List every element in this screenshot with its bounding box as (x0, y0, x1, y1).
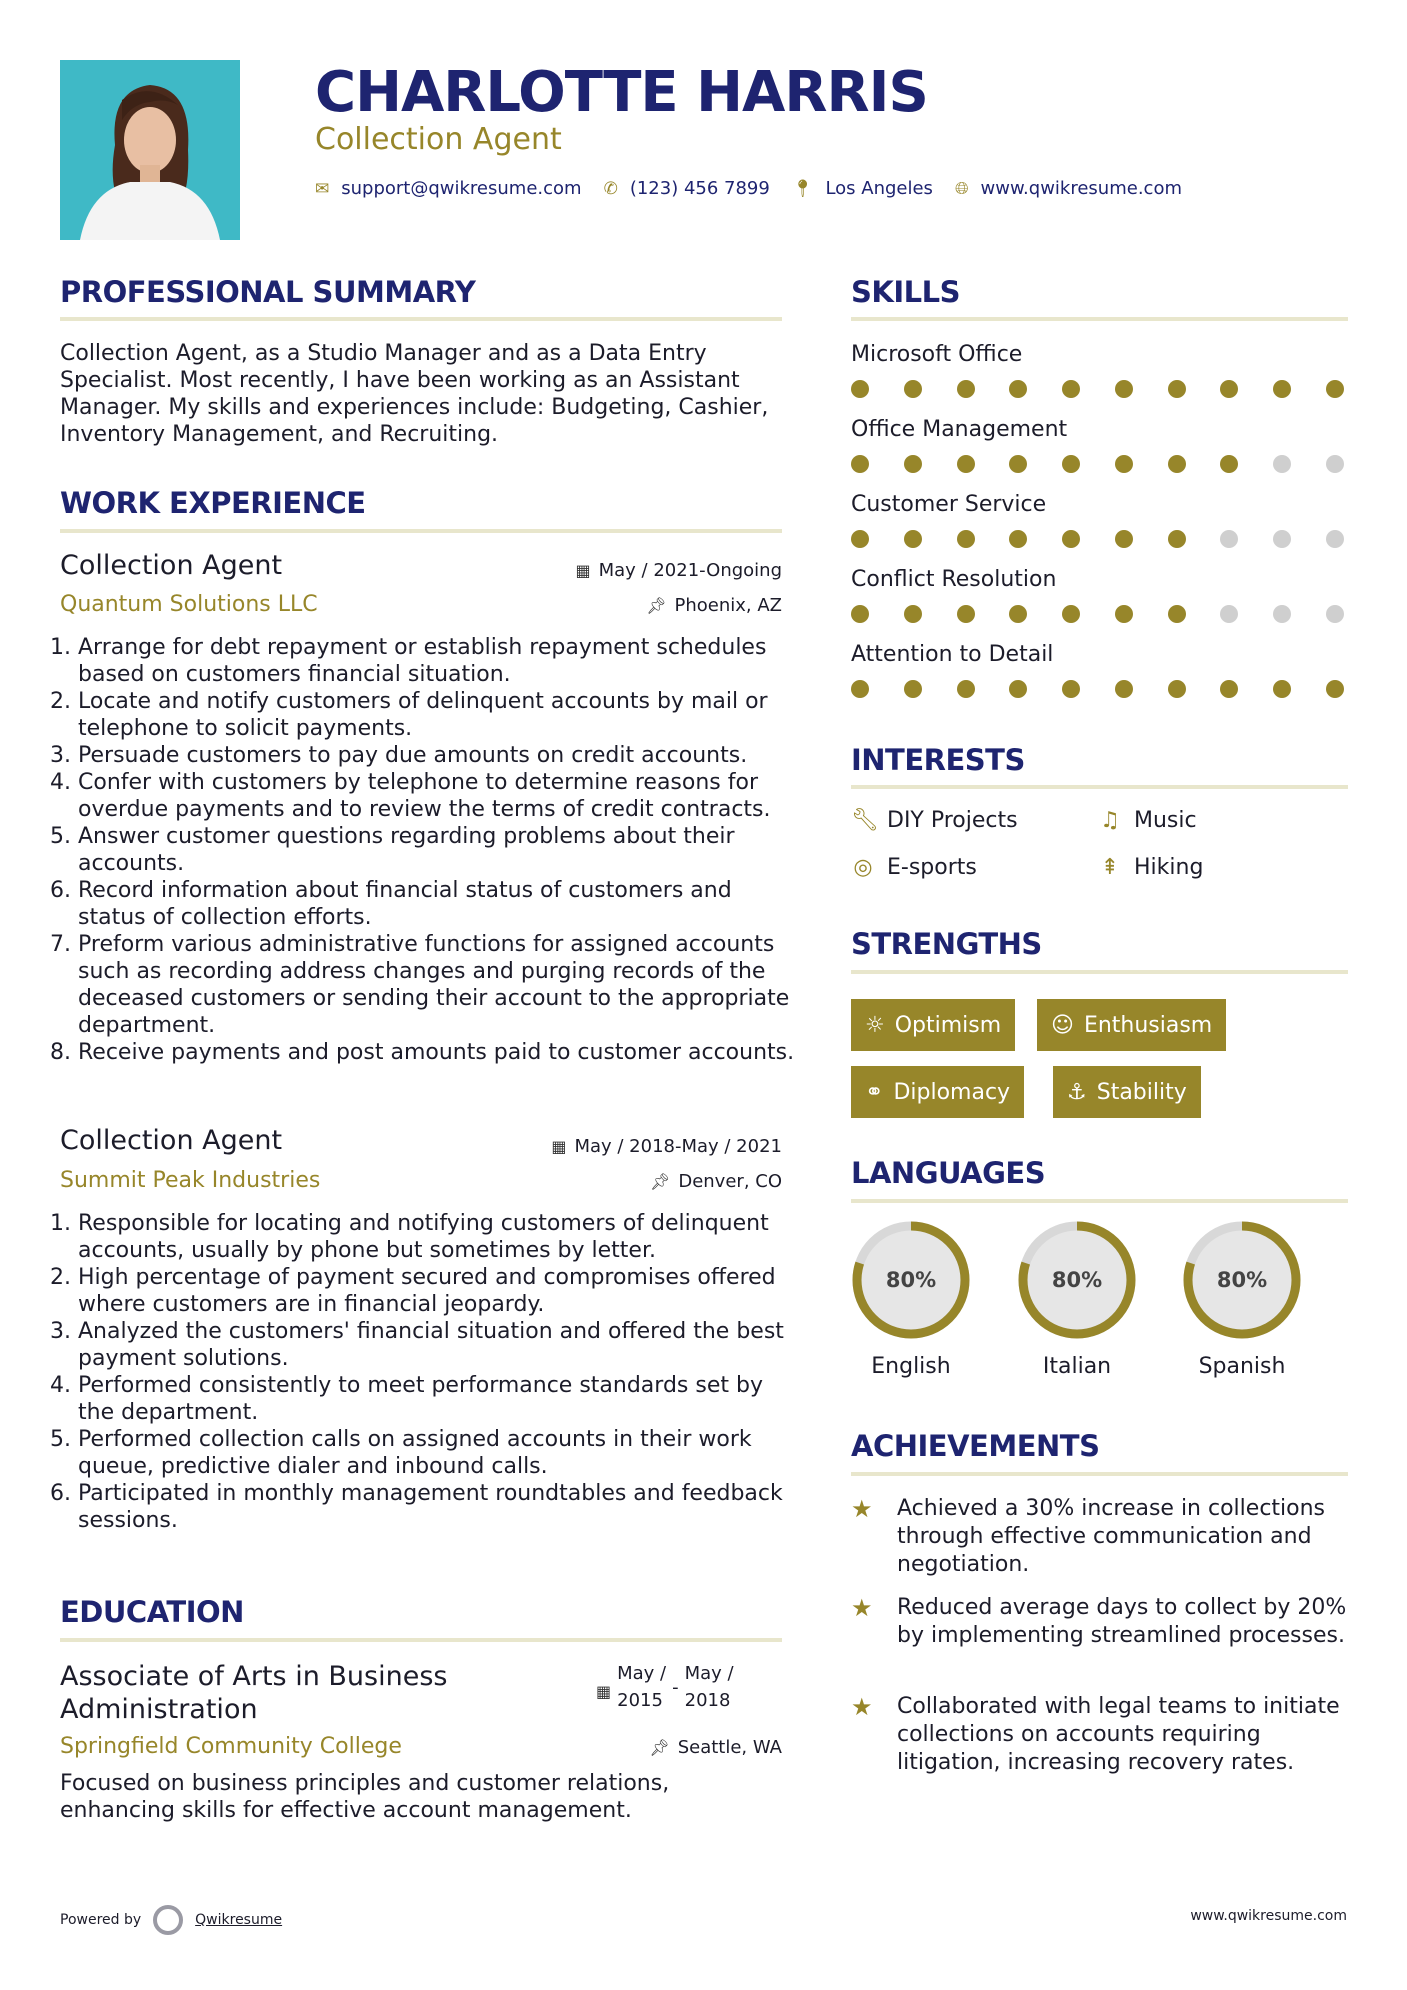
company-name: Summit Peak Industries (60, 1168, 321, 1193)
phone-text: (123) 456 7899 (629, 178, 770, 199)
skills-divider (851, 317, 1348, 321)
envelope-icon: ✉ (315, 178, 330, 199)
skill-name: Customer Service (851, 492, 1047, 517)
rating-dot-empty (1326, 455, 1344, 473)
interest-e-sports (851, 855, 977, 880)
company-name: Quantum Solutions LLC (60, 592, 318, 617)
interest-diy-projects (851, 808, 1018, 833)
education-start (617, 1660, 666, 1714)
date-separator: - (672, 1677, 679, 1698)
job-location (646, 595, 782, 616)
list-item: 1. Responsible for locating and notifying customers of delinquent accounts, usually by phone but sometimes by letter. (78, 1210, 800, 1264)
rating-dot-filled (1009, 455, 1027, 473)
skill-rating (851, 455, 1344, 473)
contact-phone[interactable] (604, 178, 770, 199)
rating-dot-filled (1062, 380, 1080, 398)
rating-dot-filled (1062, 605, 1080, 623)
language-item (1015, 1218, 1139, 1379)
strength-badge-diplomacy (851, 1066, 1024, 1118)
rating-dot-filled (957, 455, 975, 473)
end-year: 2018 (684, 1690, 731, 1711)
language-item (1180, 1218, 1304, 1379)
sun-icon: ☼ (865, 1012, 885, 1038)
education-divider (60, 1638, 782, 1642)
location-text: Los Angeles (825, 178, 933, 199)
shooting-star-icon: ★ (851, 1495, 873, 1523)
interest-label: E-sports (887, 855, 977, 880)
job-duties-list (60, 634, 800, 1066)
list-item: 5. Performed collection calls on assigned accounts in their work queue, predictive dialer and inbound calls. (78, 1426, 800, 1480)
list-item: 8. Receive payments and post amounts paid to customer accounts. (78, 1039, 800, 1066)
language-name: English (871, 1354, 951, 1379)
skills-heading: SKILLS (851, 275, 960, 309)
strength-label: Optimism (894, 1012, 1002, 1038)
list-item: 7. Preform various administrative functions for assigned accounts such as recording address changes and purging records of the deceased customers or sending their account to the appropriate department. (78, 931, 800, 1039)
rating-dot-filled (904, 680, 922, 698)
rating-dot-filled (957, 380, 975, 398)
strength-label: Diplomacy (893, 1079, 1011, 1105)
skill-rating (851, 680, 1344, 698)
achievement-text: Reduced average days to collect by 20% by implementing streamlined processes. (897, 1595, 1347, 1648)
qwikresume-logo-icon (153, 1905, 183, 1935)
pushpin-icon: 📌︎ (646, 596, 667, 615)
rating-dot-filled (1115, 455, 1133, 473)
rating-dot-filled (851, 455, 869, 473)
rating-dot-filled (1062, 455, 1080, 473)
strengths-heading: STRENGTHS (851, 927, 1042, 961)
rating-dot-empty (1273, 605, 1291, 623)
strength-badge-stability (1053, 1066, 1201, 1118)
rating-dot-filled (851, 680, 869, 698)
contact-location (792, 178, 933, 199)
interest-hiking (1098, 855, 1203, 880)
contact-email[interactable] (315, 178, 582, 199)
wrench-icon: 🔧︎ (851, 808, 879, 833)
language-name: Italian (1042, 1354, 1112, 1379)
anchor-icon: ⚓︎ (1067, 1079, 1087, 1105)
interest-label: Hiking (1134, 855, 1204, 880)
rating-dot-filled (1115, 605, 1133, 623)
rating-dot-filled (1009, 605, 1027, 623)
candidate-title: Collection Agent (315, 122, 562, 157)
language-name: Spanish (1198, 1354, 1286, 1379)
rating-dot-filled (851, 380, 869, 398)
rating-dot-filled (1115, 680, 1133, 698)
powered-by-label: Powered by (60, 1912, 142, 1928)
rating-dot-filled (904, 455, 922, 473)
list-item: 4. Confer with customers by telephone to determine reasons for overdue payments and to review the terms of credit contracts. (78, 769, 800, 823)
rating-dot-filled (1168, 380, 1186, 398)
rating-dot-empty (1273, 455, 1291, 473)
rating-dot-filled (1115, 380, 1133, 398)
start-year: 2015 (617, 1690, 663, 1711)
achievement-item (851, 1495, 1351, 1579)
interests-heading: INTERESTS (851, 743, 1025, 777)
footer-powered (60, 1905, 282, 1935)
languages-heading: LANGUAGES (851, 1156, 1046, 1190)
language-percent: 80% (1216, 1268, 1268, 1292)
languages-divider (851, 1199, 1348, 1203)
rating-dot-empty (1326, 605, 1344, 623)
summary-text: Collection Agent, as a Studio Manager and as a Data Entry Specialist. Most recently, I have been working as an Assistant Manager. My skills and experiences include: Budgeting, Cashier, Inventory Management, and Recruiting. (60, 341, 769, 447)
rating-dot-filled (1326, 680, 1344, 698)
rating-dot-empty (1220, 530, 1238, 548)
globe-icon: 🌐︎ (954, 178, 969, 199)
qwikresume-link[interactable]: Qwikresume (195, 1912, 283, 1928)
education-description: Focused on business principles and customer relations, enhancing skills for effective account management. (60, 1771, 670, 1823)
rating-dot-filled (1273, 680, 1291, 698)
handshake-icon: ⚭ (865, 1079, 884, 1105)
achievements-heading: ACHIEVEMENTS (851, 1429, 1100, 1463)
job-dates (551, 1136, 782, 1157)
skill-rating (851, 530, 1344, 548)
rating-dot-filled (1009, 530, 1027, 548)
strength-badge-enthusiasm (1037, 999, 1226, 1051)
rating-dot-filled (1326, 380, 1344, 398)
profile-photo (60, 60, 240, 240)
rating-dot-filled (851, 530, 869, 548)
interests-divider (851, 785, 1348, 789)
calendar-icon: ▦ (596, 1682, 612, 1701)
job-location-text: Phoenix, AZ (674, 595, 782, 616)
school-name: Springfield Community College (60, 1734, 402, 1759)
rating-dot-filled (851, 605, 869, 623)
lifebuoy-icon: ◎ (853, 855, 873, 880)
list-item: 3. Persuade customers to pay due amounts on credit accounts. (78, 742, 800, 769)
website-text: www.qwikresume.com (980, 178, 1182, 199)
education-location (649, 1737, 782, 1758)
interest-label: DIY Projects (887, 808, 1018, 833)
achievements-divider (851, 1472, 1348, 1476)
job-location-text: Denver, CO (678, 1171, 782, 1192)
rating-dot-filled (1220, 380, 1238, 398)
skill-name: Conflict Resolution (851, 567, 1057, 592)
job-dates-text: May / 2018-May / 2021 (574, 1136, 782, 1157)
list-item: 2. Locate and notify customers of delinquent accounts by mail or telephone to solicit payments. (78, 688, 800, 742)
job-dates-text: May / 2021-Ongoing (598, 560, 782, 581)
interest-music (1098, 808, 1197, 833)
language-ring (1015, 1218, 1139, 1342)
education-heading: EDUCATION (60, 1595, 244, 1629)
smile-icon: ☺ (1051, 1012, 1074, 1038)
skill-name: Office Management (851, 417, 1068, 442)
skill-rating (851, 380, 1344, 398)
language-item (849, 1218, 973, 1379)
skill-rating (851, 605, 1344, 623)
achievement-item (851, 1693, 1351, 1777)
skill-name: Attention to Detail (851, 642, 1054, 667)
achievement-text: Collaborated with legal teams to initiate collections on accounts requiring litigation, increasing recovery rates. (897, 1694, 1340, 1775)
list-item: 6. Record information about financial status of customers and status of collection efforts. (78, 877, 800, 931)
rating-dot-filled (1168, 680, 1186, 698)
rating-dot-filled (957, 605, 975, 623)
strength-badge-optimism (851, 999, 1015, 1051)
list-item: 1. Arrange for debt repayment or establish repayment schedules based on customers financial situation. (78, 634, 800, 688)
rating-dot-filled (1062, 530, 1080, 548)
language-percent: 80% (1051, 1268, 1103, 1292)
job-duties-list (60, 1210, 800, 1534)
contact-website[interactable] (955, 178, 1182, 199)
candidate-name: CHARLOTTE HARRIS (315, 60, 928, 125)
summary-divider (60, 317, 782, 321)
phone-icon: ✆ (603, 178, 618, 199)
rating-dot-filled (1168, 530, 1186, 548)
calendar-icon: ▦ (551, 1137, 567, 1156)
rating-dot-filled (904, 530, 922, 548)
education-end (685, 1660, 734, 1714)
end-month: May / (684, 1663, 734, 1684)
rating-dot-filled (1168, 455, 1186, 473)
rating-dot-empty (1326, 530, 1344, 548)
pushpin-icon: 📌︎ (650, 1172, 671, 1191)
job-title: Collection Agent (60, 550, 283, 581)
experience-divider (60, 529, 782, 533)
rating-dot-filled (1220, 455, 1238, 473)
rating-dot-filled (1168, 605, 1186, 623)
shooting-star-icon: ★ (851, 1594, 873, 1622)
achievement-item (851, 1594, 1351, 1650)
strengths-divider (851, 970, 1348, 974)
language-ring (1180, 1218, 1304, 1342)
degree-title: Associate of Arts in Business Administration (60, 1661, 448, 1725)
education-dates (596, 1660, 734, 1714)
education-location-text: Seattle, WA (677, 1737, 782, 1758)
language-percent: 80% (885, 1268, 937, 1292)
job-location (650, 1171, 782, 1192)
rating-dot-filled (1062, 680, 1080, 698)
rating-dot-filled (904, 605, 922, 623)
language-ring (849, 1218, 973, 1342)
strength-label: Stability (1096, 1079, 1187, 1105)
music-note-icon: ♫ (1100, 808, 1120, 833)
summary-heading: PROFESSIONAL SUMMARY (60, 275, 476, 309)
tree-icon: ⇞ (1100, 855, 1120, 880)
map-pin-icon: 📍︎ (791, 178, 814, 199)
rating-dot-filled (957, 680, 975, 698)
skill-name: Microsoft Office (851, 342, 1023, 367)
list-item: 4. Performed consistently to meet performance standards set by the department. (78, 1372, 800, 1426)
experience-heading: WORK EXPERIENCE (60, 486, 366, 520)
rating-dot-filled (957, 530, 975, 548)
pushpin-icon: 📌︎ (649, 1738, 670, 1757)
job-dates (576, 560, 783, 581)
strength-label: Enthusiasm (1083, 1012, 1213, 1038)
calendar-icon: ▦ (575, 561, 591, 580)
rating-dot-empty (1273, 530, 1291, 548)
rating-dot-filled (1273, 380, 1291, 398)
list-item: 2. High percentage of payment secured and compromises offered where customers are in financial jeopardy. (78, 1264, 800, 1318)
footer-site[interactable]: www.qwikresume.com (1190, 1908, 1347, 1924)
list-item: 5. Answer customer questions regarding problems about their accounts. (78, 823, 800, 877)
start-month: May / (617, 1663, 667, 1684)
list-item: 3. Analyzed the customers' financial situation and offered the best payment solutions. (78, 1318, 800, 1372)
job-title: Collection Agent (60, 1125, 283, 1156)
rating-dot-empty (1220, 605, 1238, 623)
rating-dot-filled (1115, 530, 1133, 548)
list-item: 6. Participated in monthly management roundtables and feedback sessions. (78, 1480, 800, 1534)
achievement-text: Achieved a 30% increase in collections through effective communication and negotiation. (897, 1496, 1326, 1577)
rating-dot-filled (1009, 380, 1027, 398)
email-text: support@qwikresume.com (341, 178, 582, 199)
contact-bar (315, 178, 1182, 199)
interest-label: Music (1134, 808, 1197, 833)
rating-dot-filled (1009, 680, 1027, 698)
rating-dot-filled (1220, 680, 1238, 698)
rating-dot-filled (904, 380, 922, 398)
shooting-star-icon: ★ (851, 1693, 873, 1721)
